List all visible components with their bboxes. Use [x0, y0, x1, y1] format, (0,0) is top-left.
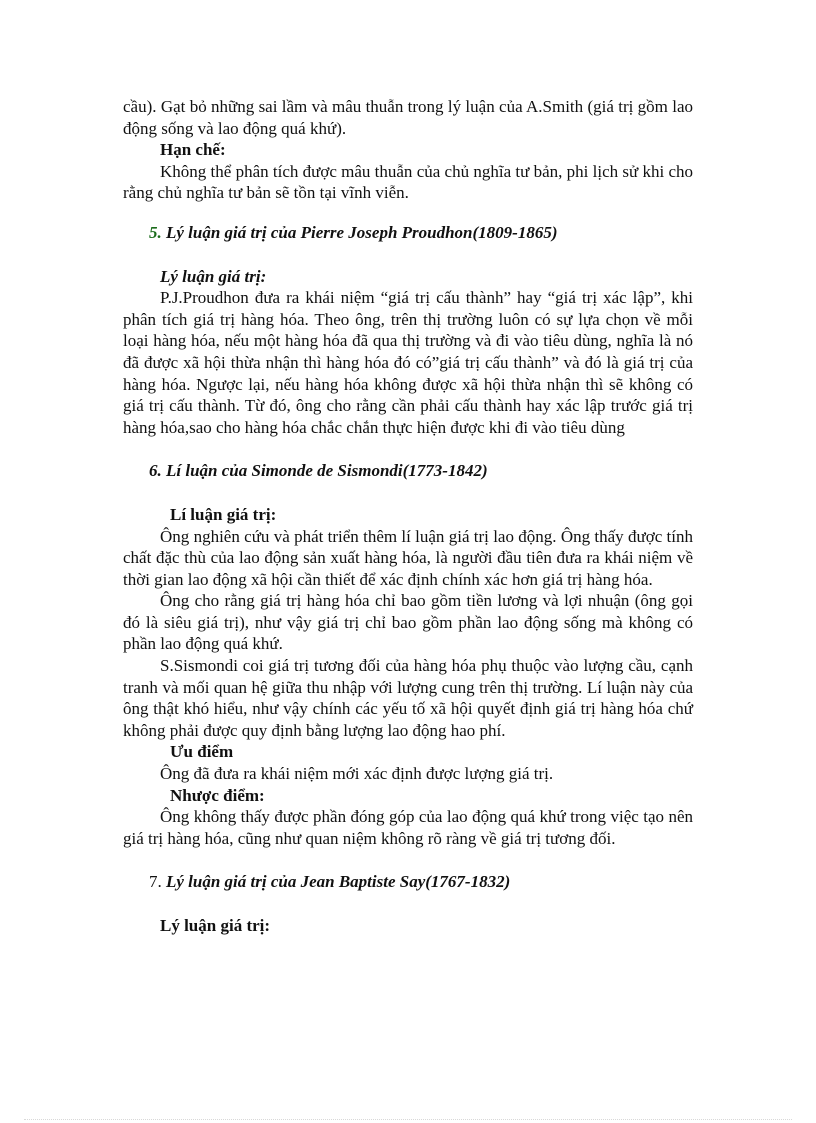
section-5-title: Lý luận giá trị của Pierre Joseph Proudhon(1809-1865)	[166, 222, 558, 242]
uu-diem-label: Ưu điểm	[170, 742, 234, 762]
section-6-paragraph-2: Ông cho rằng giá trị hàng hóa chỉ bao gồm tiền lương và lợi nhuận (ông gọi đó là siêu giá trị), như vậy giá trị chỉ bao gồm phần lao động sống mà không có phần lao động quá khứ.	[123, 591, 693, 654]
section-5-paragraph: P.J.Proudhon đưa ra khái niệm “giá trị cấu thành” hay “giá trị xác lập”, khi phân tích giá trị hàng hóa. Theo ông, trên thị trường luôn có sự lựa chọn về mỗi loại hàng hóa, nếu một hàng hóa đã qua thị trường và đi vào tiêu dùng, nghĩa là nó đã được xã hội thừa nhận thì hàng hóa đó có”giá trị cấu thành” và đó là giá trị của hàng hóa. Ngược lại, nếu hàng hóa không được xã hội thừa nhận thì sẽ không có giá trị cấu thành. Từ đó, ông cho rằng cần phải cấu thành hay xác lập trước giá trị hàng hóa,sao cho hàng hóa chắc chắn thực hiện được khi đi vào tiêu dùng	[123, 288, 693, 437]
section-6-number: 6.	[149, 461, 162, 481]
section-5-sublabel: Lý luận giá trị:	[160, 266, 267, 286]
section-7-heading	[123, 871, 693, 893]
nhuoc-diem-paragraph: Ông không thấy được phần đóng góp của lao động quá khứ trong việc tạo nên giá trị hàng hóa, cũng như quan niệm không rõ ràng về giá trị tương đối.	[123, 807, 693, 848]
section-7-title: Lý luận giá trị của Jean Baptiste Say(1767-1832)	[166, 872, 511, 892]
section-6-heading	[123, 460, 693, 482]
section-7-sublabel: Lý luận giá trị:	[160, 916, 271, 935]
section-6-title: Lí luận của Simonde de Sismondi(1773-1842)	[166, 461, 488, 481]
han-che-paragraph: Không thể phân tích được mâu thuẫn của chủ nghĩa tư bản, phi lịch sử khi cho rằng chủ nghĩa tư bản sẽ tồn tại vĩnh viễn.	[123, 161, 693, 203]
nhuoc-diem-label: Nhược điểm:	[170, 785, 265, 805]
section-5-heading	[123, 222, 693, 244]
section-7-number: 7.	[149, 872, 162, 892]
section-5-number: 5.	[149, 222, 162, 242]
uu-diem-paragraph: Ông đã đưa ra khái niệm mới xác định được lượng giá trị.	[160, 764, 554, 784]
page-bottom-divider	[24, 1119, 792, 1120]
han-che-label: Hạn chế:	[160, 140, 226, 160]
section-6-paragraph-1: Ông nghiên cứu và phát triển thêm lí luận giá trị lao động. Ông thấy được tính chất đặc thù của lao động sản xuất hàng hóa, là người đầu tiên đưa ra khái niệm về thời gian lao động xã hội cần thiết để xác định chính xác hơn giá trị hàng hóa.	[123, 526, 693, 589]
section-6-paragraph-3: S.Sismondi coi giá trị tương đối của hàng hóa phụ thuộc vào lượng cầu, cạnh tranh và mối quan hệ giữa thu nhập với lượng cung trên thị trường. Lí luận này của ông thật khó hiểu, như vậy chính các yếu tố xã hội quyết định giá trị hàng hóa chứ không phải được quy định bằng lượng lao động hao phí.	[123, 656, 693, 740]
document-page	[123, 96, 693, 937]
section-6-sublabel: Lí luận giá trị:	[170, 504, 277, 524]
intro-paragraph: cầu). Gạt bỏ những sai lầm và mâu thuẫn trong lý luận của A.Smith (giá trị gồm lao động sống và lao động quá khứ).	[123, 97, 693, 138]
